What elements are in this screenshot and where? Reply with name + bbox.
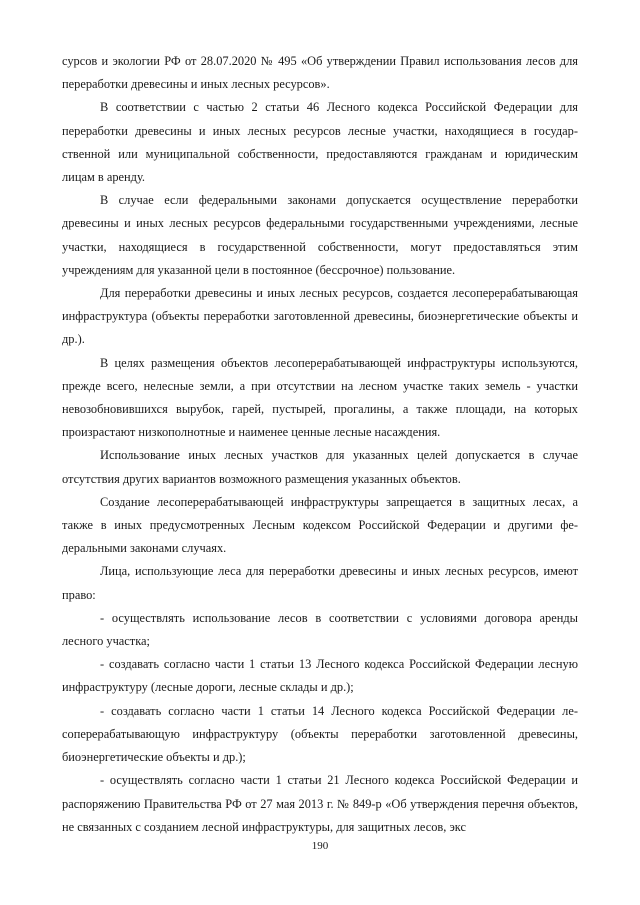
list-item-1: - осуществлять использование лесов в соответствии с условиями договора аренды лесного участка; [62, 610, 578, 649]
list-item-3: - создавать согласно части 1 статьи 14 Лесного кодекса Российской Федерации лесоперерабатывающую инфраструктуру (объекты переработки заготовленной древесины, биоэнергетические объекты и др.); [62, 703, 578, 765]
paragraph-8: Лица, использующие леса для переработки древесины и иных лесных ресурсов, имеют право: [62, 564, 578, 602]
document-body [62, 50, 578, 839]
page-number: 190 [311, 840, 329, 852]
list-item-2: - создавать согласно части 1 статьи 13 Лесного кодекса Российской Федерации лесную инфраструктуру (лесные дороги, лесные склады и др.); [62, 657, 578, 695]
list-item-4: - осуществлять согласно части 1 статьи 21 Лесного кодекса Российской Федерации и распоряжению Правительства РФ от 27 мая 2013 г. № 849-р «Об утверждения перечня объектов, не связанных с созданием лесной инфраструктуры, для защитных лесов, экс [62, 773, 578, 834]
paragraph-2: В соответствии с частью 2 статьи 46 Лесного кодекса Российской Федерации для переработки древесины и иных лесных ресурсов лесные участки, находящиеся в государственной или муниципальной собственности, предоставляются гражданам и юридическим лицам в аренду. [62, 100, 578, 185]
paragraph-5: В целях размещения объектов лесоперерабатывающей инфраструктуры используются, прежде всего, нелесные земли, а при отсутствии на лесном участке таких земель - участки невозобновившихся вырубок, гарей, пустырей, прогалины, а также площади, на которых произрастают низкополнотные и наименее ценные лесные насаждения. [62, 355, 578, 440]
paragraph-7: Создание лесоперерабатывающей инфраструктуры запрещается в защитных лесах, а также в иных предусмотренных Лесным кодексом Российской Федерации и другими федеральными законами случаях. [62, 494, 578, 556]
paragraph-3: В случае если федеральными законами допускается осуществление переработки древесины и иных лесных ресурсов федеральными государственными учреждениями, лесные участки, находящиеся в государственной собственности, могут предоставляться этим учреждениям для указанной цели в постоянное (бессрочное) пользование. [62, 193, 578, 277]
paragraph-6: Использование иных лесных участков для указанных целей допускается в случае отсутствия других вариантов возможного размещения указанных объектов. [62, 448, 578, 486]
paragraph-1: сурсов и экологии РФ от 28.07.2020 № 495 «Об утверждении Правил использования лесов для переработки древесины и иных лесных ресурсов». [62, 54, 578, 92]
paragraph-4: Для переработки древесины и иных лесных ресурсов, создается лесоперерабатывающая инфраструктура (объекты переработки заготовленной древесины, биоэнергетические объекты и др.). [62, 286, 578, 347]
